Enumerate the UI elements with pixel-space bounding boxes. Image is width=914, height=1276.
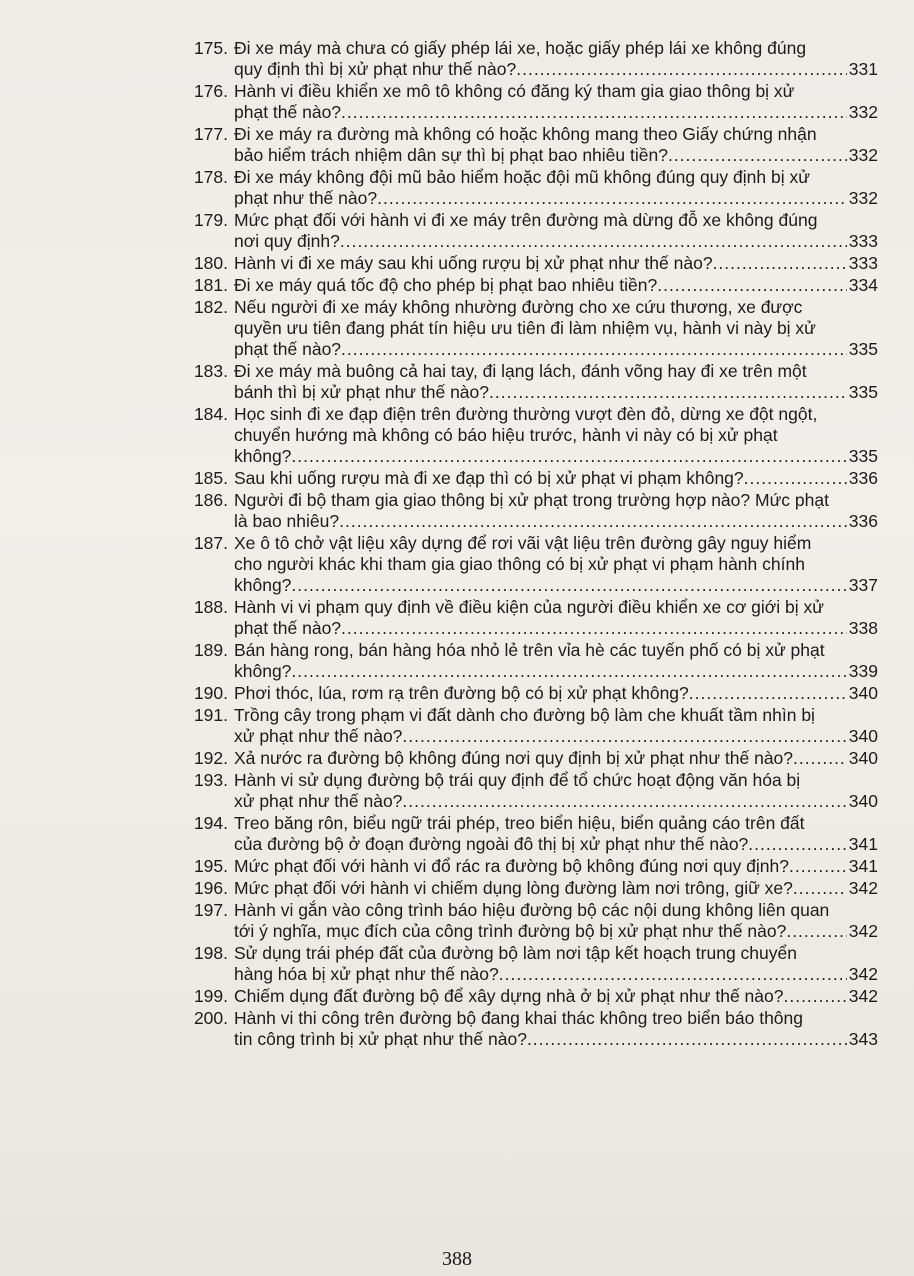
entry-body [234,683,878,704]
entry-body [234,856,878,877]
entry-page-number: 339 [848,661,878,681]
entry-page-number: 332 [848,188,878,208]
leader-dots [689,683,847,704]
entry-page-number: 332 [848,145,878,165]
entry-last-line [234,878,878,899]
toc-entry [150,705,878,747]
entry-page-number: 331 [848,59,878,79]
entry-page-number: 343 [848,1029,878,1049]
entry-title: phạt thế nào? [234,102,342,122]
entry-number: 187. [193,533,228,553]
toc-entry [150,361,878,403]
toc-entry [150,748,878,769]
entry-last-line [234,986,878,1007]
entry-number: 185. [193,468,228,488]
entry-body [234,640,878,682]
entry-page-number: 334 [848,275,878,295]
entry-title: bảo hiểm trách nhiệm dân sự thì bị phạt bao nhiêu tiền? [234,145,668,165]
entry-text-line: quyền ưu tiên đang phát tín hiệu ưu tiên đi làm nhiệm vụ, hành vi này bị xử [234,318,816,338]
entry-title: Chiếm dụng đất đường bộ để xây dựng nhà ở bị xử phạt như thế nào? [234,986,784,1006]
entry-number: 199. [193,986,228,1006]
leader-dots [789,856,847,877]
entry-title: của đường bộ ở đoạn đường ngoài đô thị bị xử phạt như thế nào? [234,834,749,854]
toc-entry [150,253,878,274]
entry-body [234,253,878,274]
entry-last-line [234,726,878,747]
entry-number: 179. [193,210,228,230]
entry-text-line: Hành vi điều khiển xe mô tô không có đăng ký tham gia giao thông bị xử [234,81,795,101]
entry-page-number: 332 [848,102,878,122]
leader-dots [291,446,846,467]
entry-page-number: 336 [848,468,878,488]
entry-number: 197. [193,900,228,920]
entry-last-line [234,59,878,80]
entry-title: nơi quy định? [234,231,340,251]
entry-number: 176. [193,81,228,101]
entry-title: Hành vi đi xe máy sau khi uống rượu bị xử phạt như thế nào? [234,253,713,273]
entry-last-line [234,856,878,877]
entry-text-line: Hành vi sử dụng đường bộ trái quy định để tổ chức hoạt động văn hóa bị [234,770,801,790]
entry-body [234,297,878,360]
toc-entry [150,210,878,252]
entry-number: 200. [193,1008,228,1028]
entry-text-line: Đi xe máy không đội mũ bảo hiểm hoặc đội mũ không đúng quy định bị xử [234,167,810,187]
entry-title: hàng hóa bị xử phạt như thế nào? [234,964,499,984]
entry-page-number: 341 [848,856,878,876]
entry-last-line [234,468,878,489]
leader-dots [668,145,847,166]
entry-body [234,705,878,747]
entry-title: Đi xe máy quá tốc độ cho phép bị phạt bao nhiêu tiền? [234,275,658,295]
entry-body [234,38,878,80]
toc-entry [150,38,878,80]
entry-title: bánh thì bị xử phạt như thế nào? [234,382,490,402]
entry-text-line: Bán hàng rong, bán hàng hóa nhỏ lẻ trên vỉa hè các tuyến phố có bị xử phạt [234,640,825,660]
entry-text-line: Người đi bộ tham gia giao thông bị xử phạt trong trường hợp nào? Mức phạt [234,490,829,510]
entry-title: phạt như thế nào? [234,188,378,208]
toc-entry [150,856,878,877]
entry-page-number: 335 [848,339,878,359]
entry-title: không? [234,575,292,595]
entry-body [234,210,878,252]
page-number: 388 [442,1248,472,1270]
leader-dots [748,834,847,855]
toc-entry [150,878,878,899]
entry-title: tin công trình bị xử phạt như thế nào? [234,1029,527,1049]
leader-dots [291,661,846,682]
leader-dots [341,618,847,639]
entry-page-number: 340 [848,791,878,811]
entry-title: Sau khi uống rượu mà đi xe đạp thì có bị xử phạt vi phạm không? [234,468,744,488]
entry-number: 194. [193,813,228,833]
entry-last-line [234,102,878,123]
entry-page-number: 337 [848,575,878,595]
entry-page-number: 335 [848,446,878,466]
entry-number: 188. [193,597,228,617]
entry-body [234,748,878,769]
entry-page-number: 336 [848,511,878,531]
entry-title: Mức phạt đối với hành vi chiếm dụng lòng đường làm nơi trông, giữ xe? [234,878,793,898]
entry-body [234,986,878,1007]
entry-last-line [234,748,878,769]
entry-last-line [234,382,878,403]
entry-body [234,943,878,985]
leader-dots [341,102,847,123]
entry-page-number: 340 [848,748,878,768]
entry-title: phạt thế nào? [234,339,342,359]
entry-text-line: Nếu người đi xe máy không nhường đường cho xe cứu thương, xe được [234,297,803,317]
toc-entry [150,533,878,596]
toc-entry [150,404,878,467]
toc-entry [150,597,878,639]
entry-body [234,813,878,855]
leader-dots [783,986,846,1007]
leader-dots [499,964,847,985]
entry-number: 181. [193,275,228,295]
toc-entry [150,297,878,360]
entry-text-line: Xe ô tô chở vật liệu xây dựng để rơi vãi vật liệu trên đường gây nguy hiểm [234,533,812,553]
entry-page-number: 342 [848,878,878,898]
entry-body [234,361,878,403]
entry-number: 186. [193,490,228,510]
leader-dots [489,382,847,403]
entry-text-line: Đi xe máy mà buông cả hai tay, đi lạng lách, đánh võng hay đi xe trên một [234,361,807,381]
toc-entry [150,640,878,682]
entry-last-line [234,275,878,296]
entry-body [234,468,878,489]
entry-number: 195. [193,856,228,876]
toc-entry [150,167,878,209]
entry-title: Xả nước ra đường bộ không đúng nơi quy định bị xử phạt như thế nào? [234,748,794,768]
entry-body [234,124,878,166]
entry-text-line: Hành vi thi công trên đường bộ đang khai thác không treo biển báo thông [234,1008,804,1028]
entry-last-line [234,618,878,639]
entry-number: 191. [193,705,228,725]
leader-dots [291,575,846,596]
entry-body [234,490,878,532]
leader-dots [793,748,847,769]
entry-number: 183. [193,361,228,381]
entry-page-number: 338 [848,618,878,638]
entry-body [234,597,878,639]
leader-dots [527,1029,847,1050]
entry-text-line: Treo băng rôn, biểu ngữ trái phép, treo biển hiệu, biển quảng cáo trên đất [234,813,805,833]
toc-entry [150,81,878,123]
entry-text-line: Học sinh đi xe đạp điện trên đường thường vượt đèn đỏ, dừng xe đột ngột, [234,404,818,424]
toc-entry [150,900,878,942]
entry-number: 184. [193,404,228,424]
leader-dots [377,188,847,209]
entry-title: xử phạt như thế nào? [234,791,403,811]
entry-page-number: 342 [848,921,878,941]
entry-number: 196. [193,878,228,898]
entry-last-line [234,231,878,252]
toc-entry [150,943,878,985]
entry-page-number: 333 [848,253,878,273]
entry-number: 180. [193,253,228,273]
entry-text-line: Hành vi vi phạm quy định về điều kiện của người điều khiển xe cơ giới bị xử [234,597,824,617]
entry-text-line: chuyển hướng mà không có báo hiệu trước, hành vi này có bị xử phạt [234,425,778,445]
entry-title: xử phạt như thế nào? [234,726,403,746]
entry-last-line [234,511,878,532]
entry-number: 192. [193,748,228,768]
leader-dots [786,921,846,942]
entry-number: 175. [193,38,228,58]
leader-dots [713,253,847,274]
entry-body [234,404,878,467]
toc-entry [150,986,878,1007]
entry-number: 177. [193,124,228,144]
entry-title: Mức phạt đối với hành vi đổ rác ra đường bộ không đúng nơi quy định? [234,856,790,876]
entry-last-line [234,683,878,704]
entry-last-line [234,921,878,942]
entry-body [234,275,878,296]
entry-last-line [234,446,878,467]
leader-dots [657,275,847,296]
entry-page-number: 341 [848,834,878,854]
entry-title: không? [234,446,292,466]
entry-body [234,81,878,123]
entry-body [234,878,878,899]
entry-text-line: Sử dụng trái phép đất của đường bộ làm nơi tập kết hoạch trung chuyển [234,943,797,963]
table-of-contents [150,38,878,1051]
leader-dots [793,878,847,899]
entry-last-line [234,1029,878,1050]
entry-text-line: Đi xe máy mà chưa có giấy phép lái xe, hoặc giấy phép lái xe không đúng [234,38,807,58]
leader-dots [340,231,847,252]
entry-number: 190. [193,683,228,703]
entry-last-line [234,661,878,682]
entry-text-line: Đi xe máy ra đường mà không có hoặc không mang theo Giấy chứng nhận [234,124,817,144]
entry-number: 189. [193,640,228,660]
entry-title: quy định thì bị xử phạt như thế nào? [234,59,517,79]
entry-last-line [234,253,878,274]
entry-page-number: 342 [848,964,878,984]
entry-last-line [234,188,878,209]
toc-entry [150,770,878,812]
entry-body [234,533,878,596]
entry-last-line [234,575,878,596]
leader-dots [341,339,847,360]
leader-dots [744,468,847,489]
entry-page-number: 340 [848,726,878,746]
toc-entry [150,683,878,704]
entry-text-line: Trồng cây trong phạm vi đất dành cho đường bộ làm che khuất tầm nhìn bị [234,705,815,725]
entry-last-line [234,145,878,166]
entry-last-line [234,791,878,812]
entry-page-number: 342 [848,986,878,1006]
toc-entry [150,490,878,532]
toc-entry [150,813,878,855]
leader-dots [402,726,846,747]
entry-title: Phơi thóc, lúa, rơm rạ trên đường bộ có bị xử phạt không? [234,683,689,703]
entry-body [234,770,878,812]
entry-page-number: 333 [848,231,878,251]
entry-text-line: Hành vi gắn vào công trình báo hiệu đường bộ các nội dung không liên quan [234,900,830,920]
entry-number: 193. [193,770,228,790]
leader-dots [516,59,847,80]
entry-page-number: 340 [848,683,878,703]
toc-entry [150,124,878,166]
entry-number: 178. [193,167,228,187]
entry-last-line [234,339,878,360]
entry-body [234,167,878,209]
entry-text-line: cho người khác khi tham gia giao thông có bị xử phạt vi phạm hành chính [234,554,805,574]
entry-page-number: 335 [848,382,878,402]
entry-last-line [234,964,878,985]
entry-number: 198. [193,943,228,963]
leader-dots [339,511,847,532]
entry-title: không? [234,661,292,681]
entry-title: phạt thế nào? [234,618,342,638]
leader-dots [402,791,846,812]
entry-text-line: Mức phạt đối với hành vi đi xe máy trên đường mà dừng đỗ xe không đúng [234,210,818,230]
toc-entry [150,468,878,489]
toc-entry [150,1008,878,1050]
entry-title: là bao nhiêu? [234,511,340,531]
toc-entry [150,275,878,296]
entry-number: 182. [193,297,228,317]
entry-title: tới ý nghĩa, mục đích của công trình đường bộ bị xử phạt như thế nào? [234,921,787,941]
entry-last-line [234,834,878,855]
entry-body [234,900,878,942]
entry-body [234,1008,878,1050]
